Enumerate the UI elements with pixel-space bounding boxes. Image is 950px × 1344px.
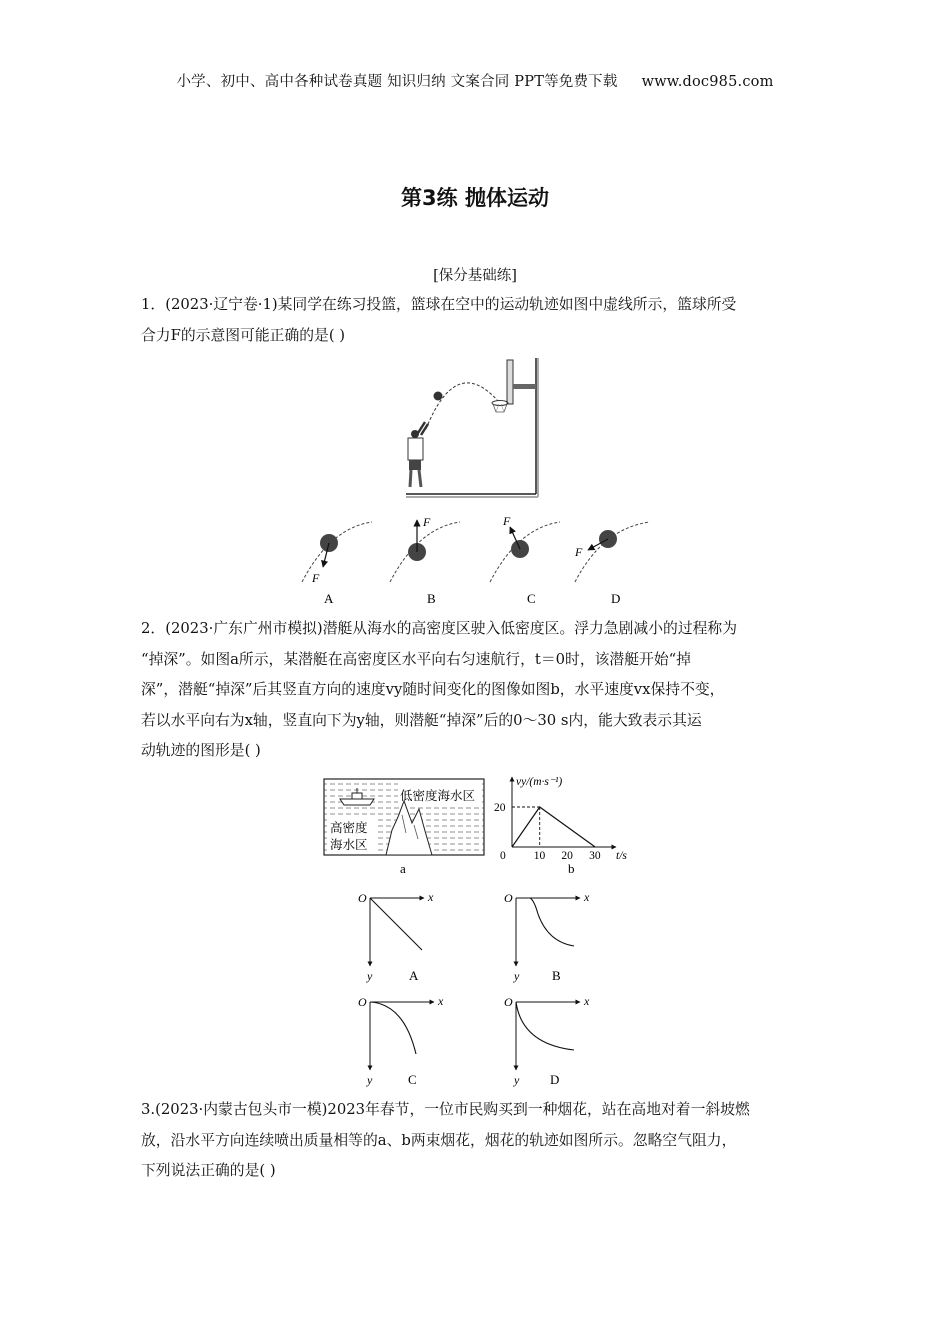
q3-line-3: 下列说法正确的是( ): [141, 1162, 276, 1179]
q2-line-4: 若以水平向右为x轴，竖直向下为y轴，则潜艇“掉深”后的0～30 s内，能大致表示其运: [141, 711, 702, 729]
x-tick-label: 30: [589, 850, 601, 862]
fig-a-caption: a: [400, 861, 406, 876]
svg-text:F: F: [503, 514, 511, 528]
hoop-rim: [492, 401, 508, 406]
low-density-label: 低密度海水区: [400, 789, 476, 803]
svg-text:y: y: [514, 1073, 520, 1087]
q2-option-c-plot: [358, 994, 444, 1087]
page-header: [0, 70, 950, 91]
q2-figure-a: [322, 775, 487, 879]
fig-b-caption: b: [568, 861, 575, 876]
svg-text:O: O: [504, 891, 513, 905]
section-heading: [保分基础练]: [433, 268, 517, 284]
vy-series-line: [512, 807, 595, 847]
svg-text:O: O: [358, 891, 367, 905]
svg-text:F: F: [312, 571, 320, 585]
q2-option-b-label: B: [552, 968, 561, 983]
q1-option-a-label: A: [324, 591, 334, 606]
svg-text:O: O: [504, 995, 513, 1009]
q1-line-1: 1．(2023·辽宁卷·1)某同学在练习投篮，篮球在空中的运动轨迹如图中虚线所示，篮球所受: [141, 296, 737, 313]
x-tick-label: 10: [533, 850, 546, 862]
q2-figure-b-chart: [488, 771, 648, 879]
page-title: 第3练 抛体运动: [401, 186, 549, 210]
question-1: [141, 290, 813, 351]
trajectory-a: [370, 898, 422, 950]
header-text: 小学、初中、高中各种试卷真题 知识归纳 文案合同 PPT等免费下载: [176, 74, 618, 90]
basketball: [434, 392, 443, 401]
player-body: [408, 438, 423, 460]
svg-text:x: x: [584, 994, 590, 1008]
x-tick-label: 20: [561, 850, 573, 862]
q1-option-c-diagram: [490, 514, 560, 606]
question-2: [141, 614, 813, 767]
chart-y-label: vy/(m·s⁻¹): [516, 776, 563, 788]
q1-option-a-diagram: [302, 522, 372, 606]
q2-line-5: 动轨迹的图形是( ): [141, 742, 261, 759]
x-tick-label: 0: [500, 850, 506, 862]
basketball-scene-figure: [398, 354, 548, 502]
svg-text:x: x: [584, 890, 590, 904]
backboard: [507, 360, 513, 404]
svg-text:y: y: [367, 1073, 373, 1087]
q1-line-2: 合力F的示意图可能正确的是( ): [141, 326, 346, 344]
q2-option-d-label: D: [550, 1072, 560, 1087]
q1-option-c-label: C: [527, 591, 536, 606]
q1-option-b-diagram: [390, 515, 460, 606]
trajectory-c: [370, 1002, 416, 1054]
q3-line-2: 放，沿水平方向连续喷出质量相等的a、b两束烟花，烟花的轨迹如图所示。忽略空气阻力，: [141, 1131, 737, 1149]
high-density-label-1: 高密度: [330, 821, 368, 835]
q2-line-3: 深”，潜艇“掉深”后其竖直方向的速度vy随时间变化的图像如图b，水平速度vx保持不变，: [141, 681, 725, 698]
trajectory-dashed: [426, 383, 498, 429]
q2-option-a-label: A: [409, 968, 419, 983]
high-density-label-2: 海水区: [330, 838, 368, 852]
q2-option-a-plot: [358, 890, 434, 983]
q2-line-1: 2．(2023·广东广州市模拟)潜艇从海水的高密度区驶入低密度区。浮力急剧减小的过程称为: [141, 620, 738, 637]
hoop-support: [513, 384, 536, 389]
question-3: [141, 1095, 813, 1187]
q1-option-d-label: D: [611, 591, 621, 606]
svg-text:F: F: [575, 545, 583, 559]
q1-option-b-label: B: [427, 591, 436, 606]
q2-option-d-plot: [504, 994, 590, 1087]
y-tick-label: 20: [494, 802, 506, 814]
svg-text:y: y: [514, 969, 520, 983]
q2-option-c-label: C: [408, 1072, 417, 1087]
svg-text:x: x: [428, 890, 434, 904]
trajectory-d: [516, 1002, 574, 1050]
q1-options-figure: [290, 510, 670, 608]
q3-line-1: 3.(2023·内蒙古包头市一模)2023年春节，一位市民购买到一种烟花，站在高地对着一斜坡燃: [141, 1101, 750, 1118]
q2-line-2: “掉深”。如图a所示，某潜艇在高密度区水平向右匀速航行，t＝0时，该潜艇开始“掉: [141, 650, 691, 668]
chart-x-label: t/s: [616, 850, 627, 862]
q2-options-figure: [352, 884, 642, 1088]
svg-text:x: x: [438, 994, 444, 1008]
svg-text:F: F: [423, 515, 431, 529]
svg-text:y: y: [367, 969, 373, 983]
svg-text:O: O: [358, 995, 367, 1009]
q1-option-d-diagram: [574, 522, 650, 606]
header-url[interactable]: www.doc985.com: [641, 74, 774, 90]
trajectory-b: [516, 898, 574, 946]
q2-option-b-plot: [504, 890, 590, 983]
